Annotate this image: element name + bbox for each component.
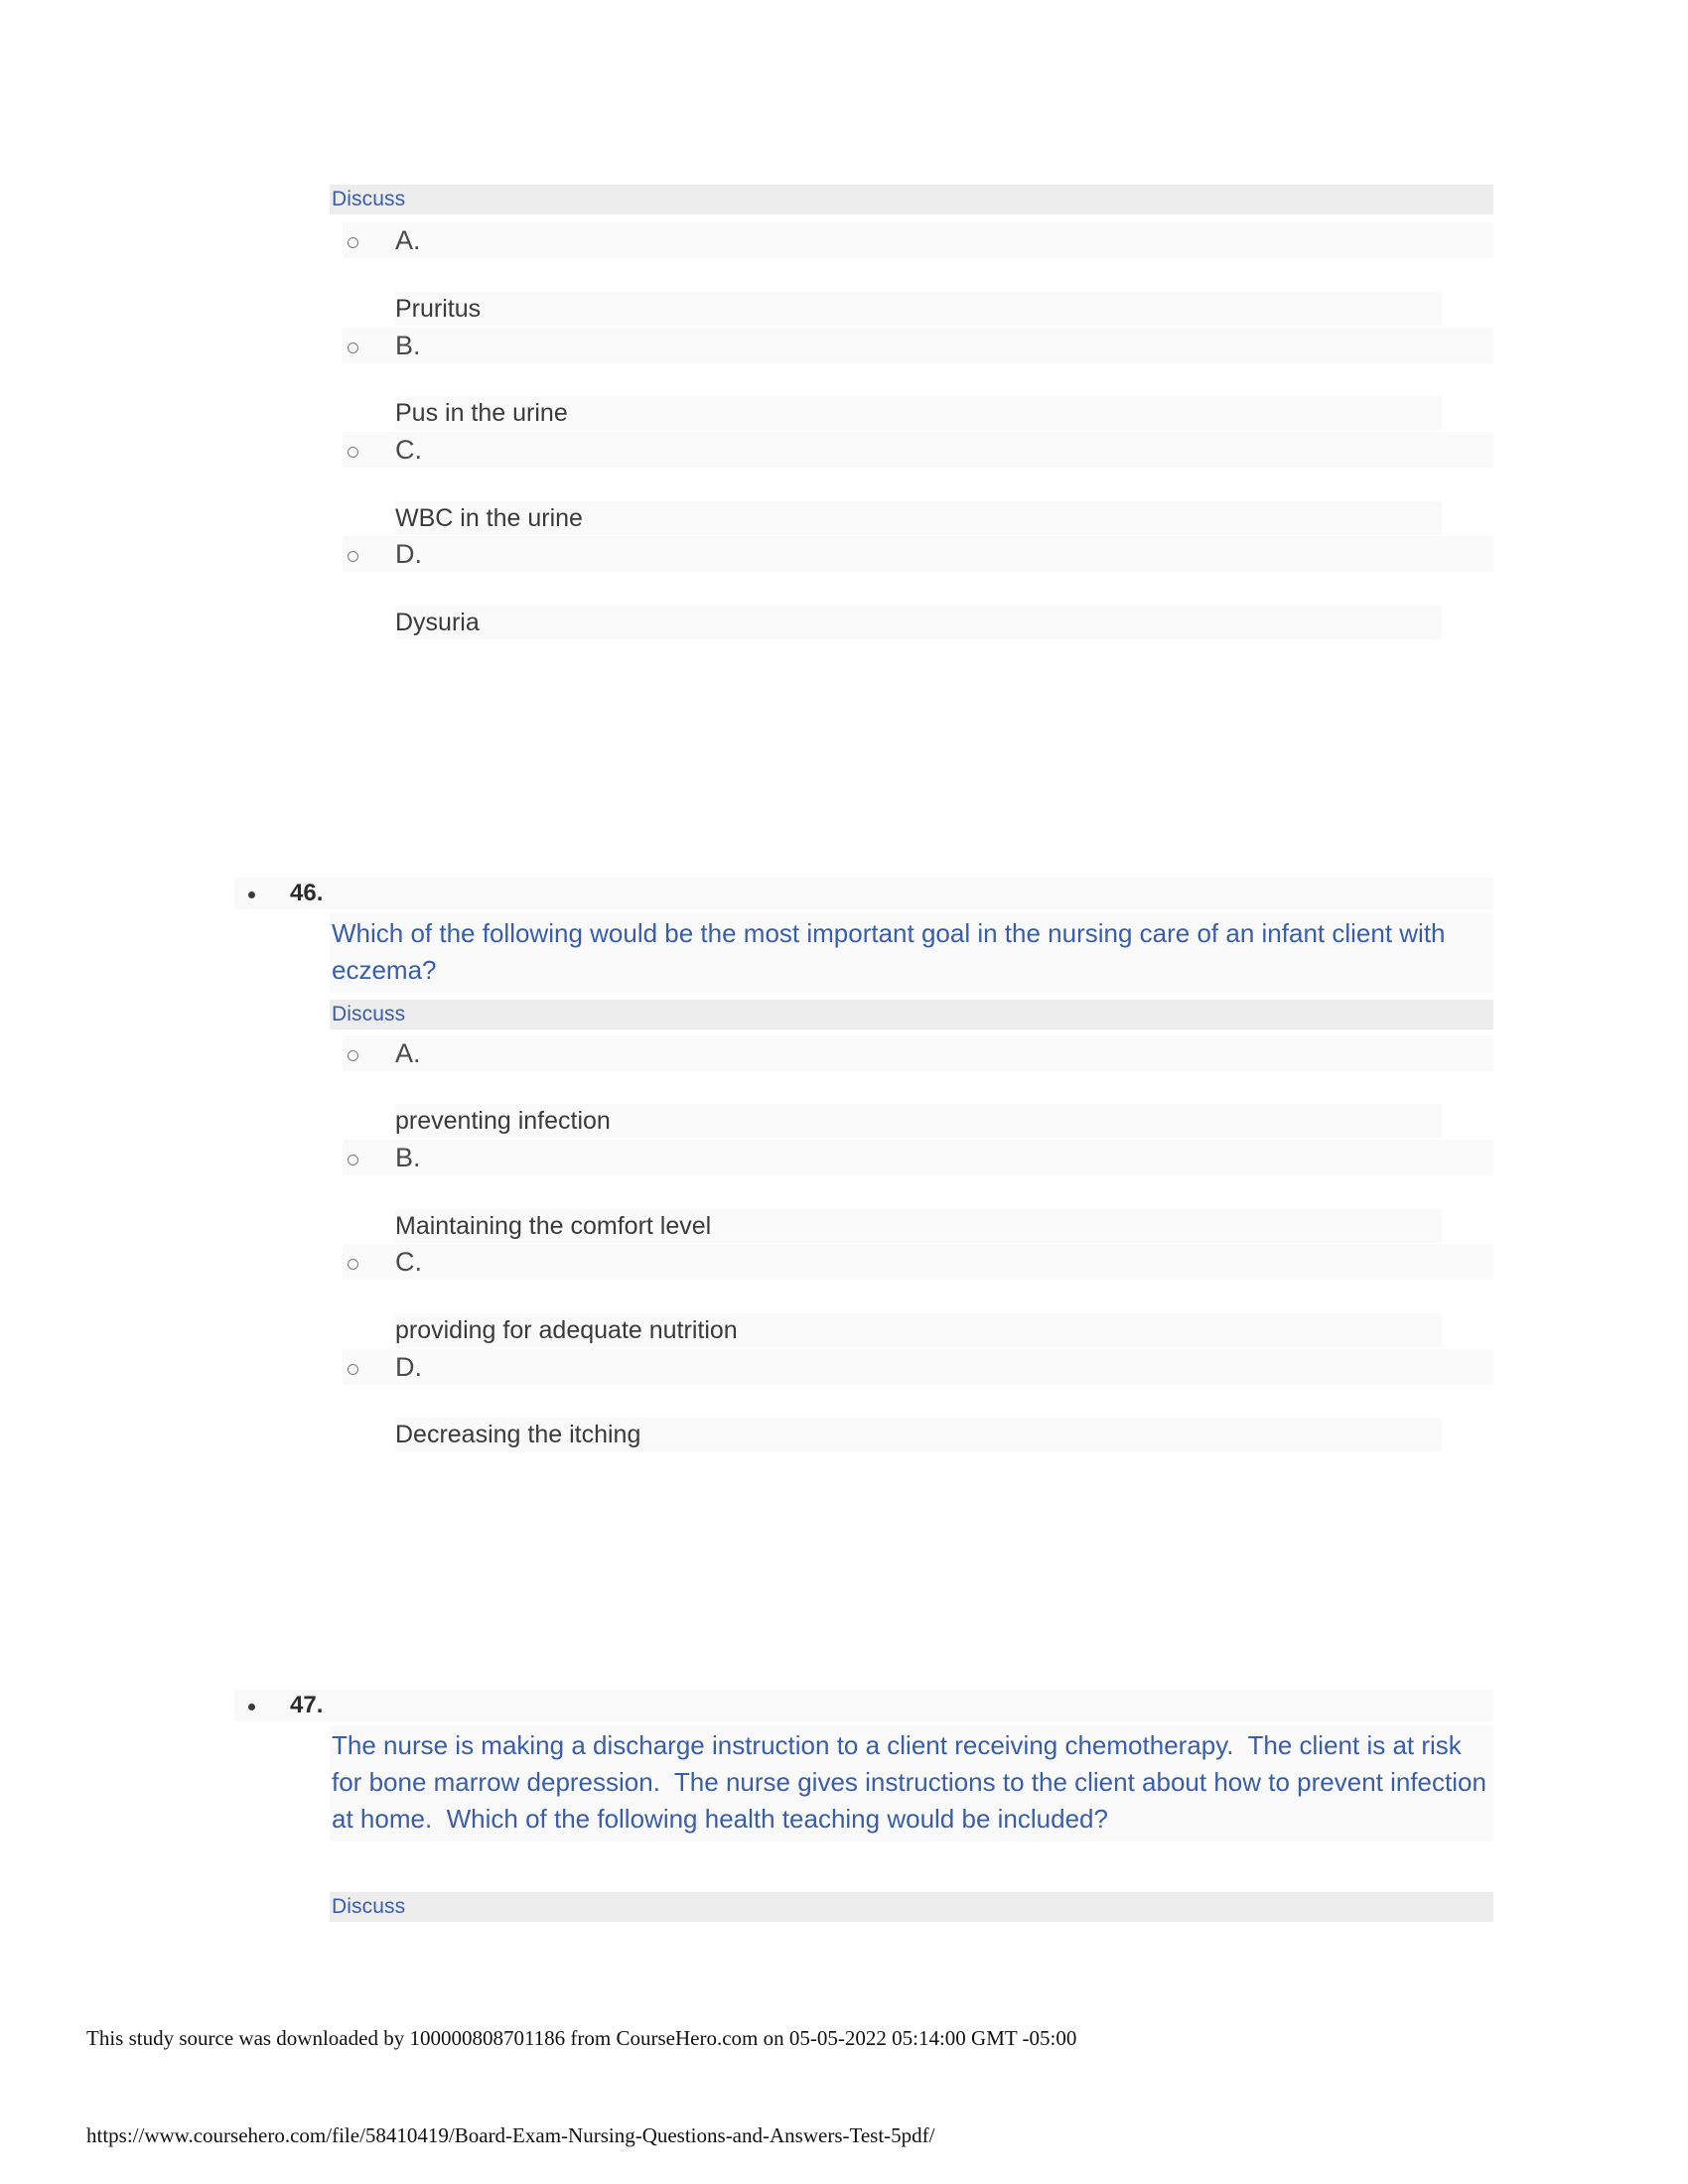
option-letter: A. xyxy=(395,225,421,255)
option-letter-row[interactable] xyxy=(343,1349,1493,1385)
option-answer-text: WBC in the urine xyxy=(395,504,583,532)
question-number-row-47 xyxy=(234,1690,1493,1721)
option-letter-row[interactable] xyxy=(343,1140,1493,1175)
option-answer-text: Pus in the urine xyxy=(395,399,568,427)
radio-circle-icon[interactable] xyxy=(348,1259,358,1270)
option-letter-row[interactable] xyxy=(343,328,1493,363)
radio-circle-icon[interactable] xyxy=(348,342,358,353)
radio-circle-icon[interactable] xyxy=(348,1364,358,1375)
discuss-row-q45[interactable] xyxy=(330,185,1493,214)
option-answer-row[interactable] xyxy=(395,1418,1442,1451)
option-letter: B. xyxy=(395,331,421,360)
option-answer-text: Dysuria xyxy=(395,609,480,636)
option-answer-row[interactable] xyxy=(395,292,1442,326)
option-letter: C. xyxy=(395,1247,422,1277)
radio-circle-icon[interactable] xyxy=(348,1050,358,1061)
option-letter: A. xyxy=(395,1038,421,1068)
option-answer-text: Pruritus xyxy=(395,295,482,323)
option-answer-text: preventing infection xyxy=(395,1107,611,1135)
option-letter: B. xyxy=(395,1143,421,1172)
question-stem-text: The nurse is making a discharge instruction to a client receiving chemotherapy. The client is at risk for bone marrow depression. The nurse gives instructions to the client about how to prevent infection at home. Which of the following health teaching would be included? xyxy=(332,1730,1494,1834)
radio-circle-icon[interactable] xyxy=(348,1155,358,1165)
source-url[interactable]: https://www.coursehero.com/file/58410419/Board-Exam-Nursing-Questions-and-Answers-Test-5pdf/ xyxy=(86,2123,935,2147)
option-letter: D. xyxy=(395,539,422,569)
bullet-icon xyxy=(248,891,255,898)
option-answer-text: Maintaining the comfort level xyxy=(395,1212,712,1240)
bullet-icon xyxy=(248,1704,255,1710)
question-stem-47 xyxy=(330,1725,1493,1842)
option-answer-text: providing for adequate nutrition xyxy=(395,1316,738,1344)
question-number: 46. xyxy=(290,880,324,906)
option-letter-row[interactable] xyxy=(343,1244,1493,1280)
question-stem-text: Which of the following would be the most important goal in the nursing care of an infant client with eczema? xyxy=(332,918,1453,985)
option-letter-row[interactable] xyxy=(343,1035,1493,1071)
radio-circle-icon[interactable] xyxy=(348,447,358,458)
discuss-row-q46[interactable] xyxy=(330,1000,1493,1029)
option-answer-text: Decreasing the itching xyxy=(395,1421,641,1448)
option-letter-row[interactable] xyxy=(343,222,1493,258)
radio-circle-icon[interactable] xyxy=(348,237,358,248)
discuss-row-q47[interactable] xyxy=(330,1892,1493,1922)
question-number: 47. xyxy=(290,1692,324,1718)
discuss-link[interactable]: Discuss xyxy=(332,1003,406,1025)
option-answer-row[interactable] xyxy=(395,606,1442,639)
option-answer-row[interactable] xyxy=(395,396,1442,430)
radio-circle-icon[interactable] xyxy=(348,551,358,562)
discuss-link[interactable]: Discuss xyxy=(332,188,406,210)
option-answer-row[interactable] xyxy=(395,1209,1442,1243)
option-letter-row[interactable] xyxy=(343,432,1493,468)
option-answer-row[interactable] xyxy=(395,501,1442,535)
download-notice: This study source was downloaded by 100000808701186 from CourseHero.com on 05-05-2022 05:14:00 GMT -05:00 xyxy=(86,2026,1077,2050)
option-answer-row[interactable] xyxy=(395,1104,1442,1138)
option-answer-row[interactable] xyxy=(395,1313,1442,1347)
question-stem-46 xyxy=(330,913,1493,993)
option-letter: D. xyxy=(395,1352,422,1382)
discuss-link[interactable]: Discuss xyxy=(332,1895,406,1918)
question-number-row-46 xyxy=(234,878,1493,909)
option-letter: C. xyxy=(395,435,422,465)
option-letter-row[interactable] xyxy=(343,536,1493,572)
